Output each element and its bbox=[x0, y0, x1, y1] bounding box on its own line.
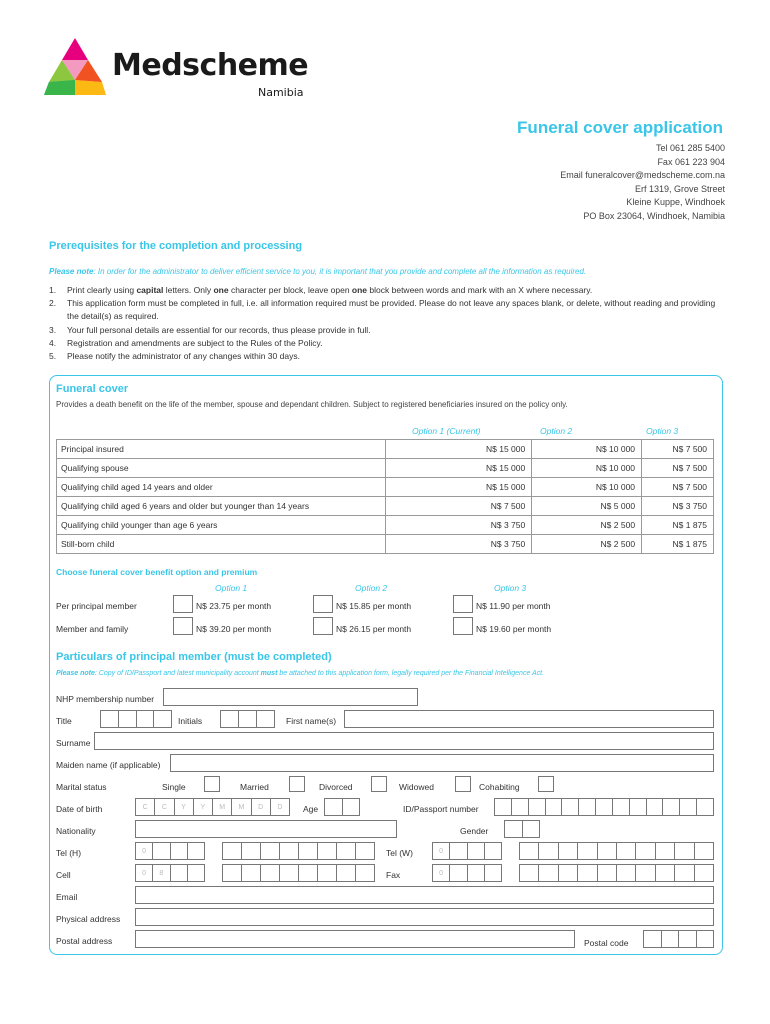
cell-label: Cell bbox=[56, 870, 71, 880]
contact-block bbox=[560, 142, 725, 223]
nationality-label: Nationality bbox=[56, 826, 96, 836]
postal-address-input[interactable] bbox=[135, 930, 575, 948]
premium-value: N$ 26.15 per month bbox=[336, 624, 412, 634]
fax-label: Fax bbox=[386, 870, 401, 880]
funeral-option-2-header: Option 2 bbox=[540, 426, 573, 436]
premium-opt1-family-checkbox[interactable] bbox=[173, 617, 193, 635]
initials-label: Initials bbox=[178, 716, 203, 726]
premium-heading: Choose funeral cover benefit option and premium bbox=[56, 567, 258, 577]
table-row bbox=[57, 478, 714, 497]
cell-code-input[interactable] bbox=[135, 864, 205, 882]
cell-value: N$ 15 000 bbox=[386, 478, 532, 497]
marital-divorced-checkbox[interactable] bbox=[371, 776, 387, 792]
premium-value: N$ 39.20 per month bbox=[196, 624, 272, 634]
marital-widowed-checkbox[interactable] bbox=[455, 776, 471, 792]
prereq-item-bold: one bbox=[213, 285, 229, 295]
marital-widowed-label: Widowed bbox=[399, 782, 434, 792]
tel-w-number-input[interactable] bbox=[519, 842, 714, 860]
cell-value: N$ 15 000 bbox=[386, 459, 532, 478]
contact-po-box: PO Box 23064, Windhoek, Namibia bbox=[583, 210, 725, 221]
code-cell: 0 bbox=[136, 865, 153, 881]
prereq-item-number: 5. bbox=[49, 351, 57, 362]
id-input[interactable] bbox=[494, 798, 714, 816]
dob-cell: C bbox=[136, 799, 155, 815]
physical-address-input[interactable] bbox=[135, 908, 714, 926]
row-label: Still-born child bbox=[57, 535, 386, 554]
marital-label: Marital status bbox=[56, 782, 107, 792]
prereq-item-text: Print clearly using bbox=[67, 285, 137, 295]
dob-cell: M bbox=[232, 799, 251, 815]
particulars-note bbox=[56, 670, 544, 677]
premium-opt2-family-checkbox[interactable] bbox=[313, 617, 333, 635]
premium-value: N$ 15.85 per month bbox=[336, 601, 412, 611]
cell-value: N$ 2 500 bbox=[532, 535, 642, 554]
dob-cell: M bbox=[213, 799, 232, 815]
marital-cohabiting-checkbox[interactable] bbox=[538, 776, 554, 792]
postal-code-label: Postal code bbox=[584, 938, 629, 948]
prereq-note bbox=[49, 267, 586, 276]
gender-label: Gender bbox=[460, 826, 489, 836]
cell-value: N$ 10 000 bbox=[532, 440, 642, 459]
prereq-item-number: 4. bbox=[49, 337, 57, 348]
email-input[interactable] bbox=[135, 886, 714, 904]
row-label: Qualifying child aged 6 years and older but younger than 14 years bbox=[57, 497, 386, 516]
tel-h-label: Tel (H) bbox=[56, 848, 82, 858]
contact-email: Email funeralcover@medscheme.com.na bbox=[560, 170, 725, 180]
funeral-cover-table bbox=[56, 439, 714, 554]
row-label: Qualifying spouse bbox=[57, 459, 386, 478]
postal-address-label: Postal address bbox=[56, 936, 113, 946]
page-title: Funeral cover application bbox=[517, 118, 723, 137]
funeral-option-3-header: Option 3 bbox=[646, 426, 679, 436]
tel-w-label: Tel (W) bbox=[386, 848, 413, 858]
nhp-input[interactable] bbox=[163, 688, 418, 706]
marital-married-checkbox[interactable] bbox=[289, 776, 305, 792]
marital-single-checkbox[interactable] bbox=[204, 776, 220, 792]
particulars-note-pre: : Copy of ID/Passport and latest municipality account bbox=[94, 670, 261, 677]
title-label: Title bbox=[56, 716, 72, 726]
cell-value: N$ 3 750 bbox=[642, 497, 714, 516]
fax-code-input[interactable] bbox=[432, 864, 502, 882]
prereq-item bbox=[49, 297, 724, 323]
prereq-item-bold: capital bbox=[136, 285, 164, 295]
contact-fax: Fax 061 223 904 bbox=[657, 156, 725, 167]
email-label: Email bbox=[56, 892, 78, 902]
marital-divorced-label: Divorced bbox=[319, 782, 353, 792]
surname-input[interactable] bbox=[94, 732, 714, 750]
age-label: Age bbox=[303, 804, 319, 814]
cell-number-input[interactable] bbox=[222, 864, 375, 882]
prereq-item-text: letters. Only bbox=[163, 285, 214, 295]
row-label: Principal insured bbox=[57, 440, 386, 459]
prereq-item-text: This application form must be completed in full, i.e. all information required must be provided. Please do not leave any spaces blank, or delete, without reading and providing the detail(s) as required. bbox=[67, 298, 716, 322]
brand-name: Medscheme bbox=[112, 48, 309, 83]
prereq-note-text: : In order for the administrator to deliver efficient service to you, it is important that you provide and complete all the information as required. bbox=[93, 267, 587, 276]
table-row bbox=[57, 459, 714, 478]
funeral-description: Provides a death benefit on the life of the member, spouse and dependant children. Subject to registered beneficiaries insured on the policy only. bbox=[56, 400, 568, 409]
premium-value: N$ 11.90 per month bbox=[476, 601, 551, 611]
dob-cell: Y bbox=[175, 799, 194, 815]
cell-value: N$ 7 500 bbox=[642, 459, 714, 478]
cell-value: N$ 10 000 bbox=[532, 459, 642, 478]
prereq-item bbox=[49, 284, 724, 297]
table-row bbox=[57, 516, 714, 535]
brand-region: Namibia bbox=[258, 86, 304, 99]
particulars-note-label: Please note bbox=[56, 670, 95, 677]
funeral-option-1-header: Option 1 (Current) bbox=[412, 426, 481, 436]
row-label: Qualifying child aged 14 years and older bbox=[57, 478, 386, 497]
marital-single-label: Single bbox=[162, 782, 186, 792]
postal-code-input[interactable] bbox=[643, 930, 714, 948]
nationality-input[interactable] bbox=[135, 820, 397, 838]
dob-label: Date of birth bbox=[56, 804, 103, 814]
premium-opt3-family-checkbox[interactable] bbox=[453, 617, 473, 635]
table-row bbox=[57, 535, 714, 554]
medscheme-logo-icon bbox=[44, 38, 106, 96]
cell-value: N$ 2 500 bbox=[532, 516, 642, 535]
particulars-note-bold: must bbox=[260, 670, 278, 677]
premium-opt2-principal-checkbox[interactable] bbox=[313, 595, 333, 613]
dob-cell: D bbox=[277, 803, 283, 811]
table-row bbox=[57, 440, 714, 459]
contact-address-2: Kleine Kuppe, Windhoek bbox=[626, 197, 725, 207]
physical-address-label: Physical address bbox=[56, 914, 121, 924]
age-input[interactable] bbox=[324, 798, 360, 816]
contact-address-1: Erf 1319, Grove Street bbox=[634, 183, 725, 194]
premium-option-1-header: Option 1 bbox=[215, 583, 248, 593]
premium-value: N$ 23.75 per month bbox=[196, 601, 272, 611]
cell-value: N$ 1 875 bbox=[642, 516, 714, 535]
cell-value: N$ 15 000 bbox=[386, 440, 532, 459]
nhp-label: NHP membership number bbox=[56, 694, 155, 704]
gender-input[interactable] bbox=[504, 820, 540, 838]
title-input[interactable] bbox=[100, 710, 172, 728]
prereq-item-text: Please notify the administrator of any changes within 30 days. bbox=[67, 351, 300, 362]
prereq-item-number: 2. bbox=[49, 298, 57, 309]
code-cell: 0 bbox=[433, 865, 450, 881]
prereq-heading: Prerequisites for the completion and processing bbox=[49, 240, 303, 252]
tel-w-code-input[interactable] bbox=[432, 842, 502, 860]
contact-tel: Tel 061 285 5400 bbox=[655, 143, 725, 153]
prereq-item-number: 3. bbox=[49, 324, 57, 335]
cell-value: N$ 3 750 bbox=[386, 516, 532, 535]
prereq-item-text: Your full personal details are essential for our records, thus please provide in full. bbox=[67, 324, 371, 335]
surname-label: Surname bbox=[56, 738, 91, 748]
dob-cell: Y bbox=[194, 799, 213, 815]
marital-cohabiting-label: Cohabiting bbox=[479, 782, 520, 792]
tel-h-code-input[interactable] bbox=[135, 842, 205, 860]
first-names-input[interactable] bbox=[344, 710, 714, 728]
cell-value: N$ 1 875 bbox=[642, 535, 714, 554]
dob-cell: D bbox=[252, 799, 271, 815]
premium-option-2-header: Option 2 bbox=[355, 583, 388, 593]
initials-input[interactable] bbox=[220, 710, 275, 728]
cell-value: N$ 7 500 bbox=[386, 497, 532, 516]
cell-value: N$ 10 000 bbox=[532, 478, 642, 497]
maiden-label: Maiden name (if applicable) bbox=[56, 760, 161, 770]
prereq-item-text: character per block, leave open bbox=[228, 285, 352, 295]
premium-row-label: Member and family bbox=[56, 624, 129, 634]
table-row bbox=[57, 497, 714, 516]
prereq-note-label: Please note bbox=[49, 267, 94, 276]
cell-value: N$ 3 750 bbox=[386, 535, 532, 554]
cell-value: N$ 5 000 bbox=[532, 497, 642, 516]
funeral-heading: Funeral cover bbox=[56, 383, 129, 395]
fax-number-input[interactable] bbox=[519, 864, 714, 882]
dob-cell: C bbox=[155, 799, 174, 815]
cell-value: N$ 7 500 bbox=[642, 478, 714, 497]
premium-opt3-principal-checkbox[interactable] bbox=[453, 595, 473, 613]
code-cell: 0 bbox=[433, 843, 450, 859]
prereq-item bbox=[49, 324, 724, 337]
dob-input[interactable] bbox=[135, 798, 290, 816]
maiden-input[interactable] bbox=[170, 754, 714, 772]
particulars-note-post: be attached to this application form, legally required per the Financial Intelligence Act. bbox=[277, 670, 545, 677]
code-cell: 0 bbox=[136, 843, 153, 859]
prereq-item bbox=[49, 350, 724, 363]
marital-married-label: Married bbox=[240, 782, 269, 792]
first-names-label: First name(s) bbox=[286, 716, 337, 726]
prereq-item-number: 1. bbox=[49, 285, 57, 295]
premium-row-label: Per principal member bbox=[56, 601, 137, 611]
premium-option-3-header: Option 3 bbox=[494, 583, 527, 593]
premium-value: N$ 19.60 per month bbox=[476, 624, 552, 634]
particulars-heading: Particulars of principal member (must be completed) bbox=[56, 651, 332, 663]
prereq-item-text: Registration and amendments are subject to the Rules of the Policy. bbox=[67, 337, 323, 348]
prereq-item-text: block between words and mark with an X where necessary. bbox=[367, 285, 593, 295]
code-cell: 8 bbox=[153, 865, 170, 881]
id-label: ID/Passport number bbox=[403, 804, 479, 814]
premium-opt1-principal-checkbox[interactable] bbox=[173, 595, 193, 613]
cell-value: N$ 7 500 bbox=[642, 440, 714, 459]
prereq-item bbox=[49, 337, 724, 350]
prereq-item-bold: one bbox=[351, 285, 368, 295]
prereq-list bbox=[49, 284, 724, 363]
row-label: Qualifying child younger than age 6 years bbox=[57, 516, 386, 535]
tel-h-number-input[interactable] bbox=[222, 842, 375, 860]
